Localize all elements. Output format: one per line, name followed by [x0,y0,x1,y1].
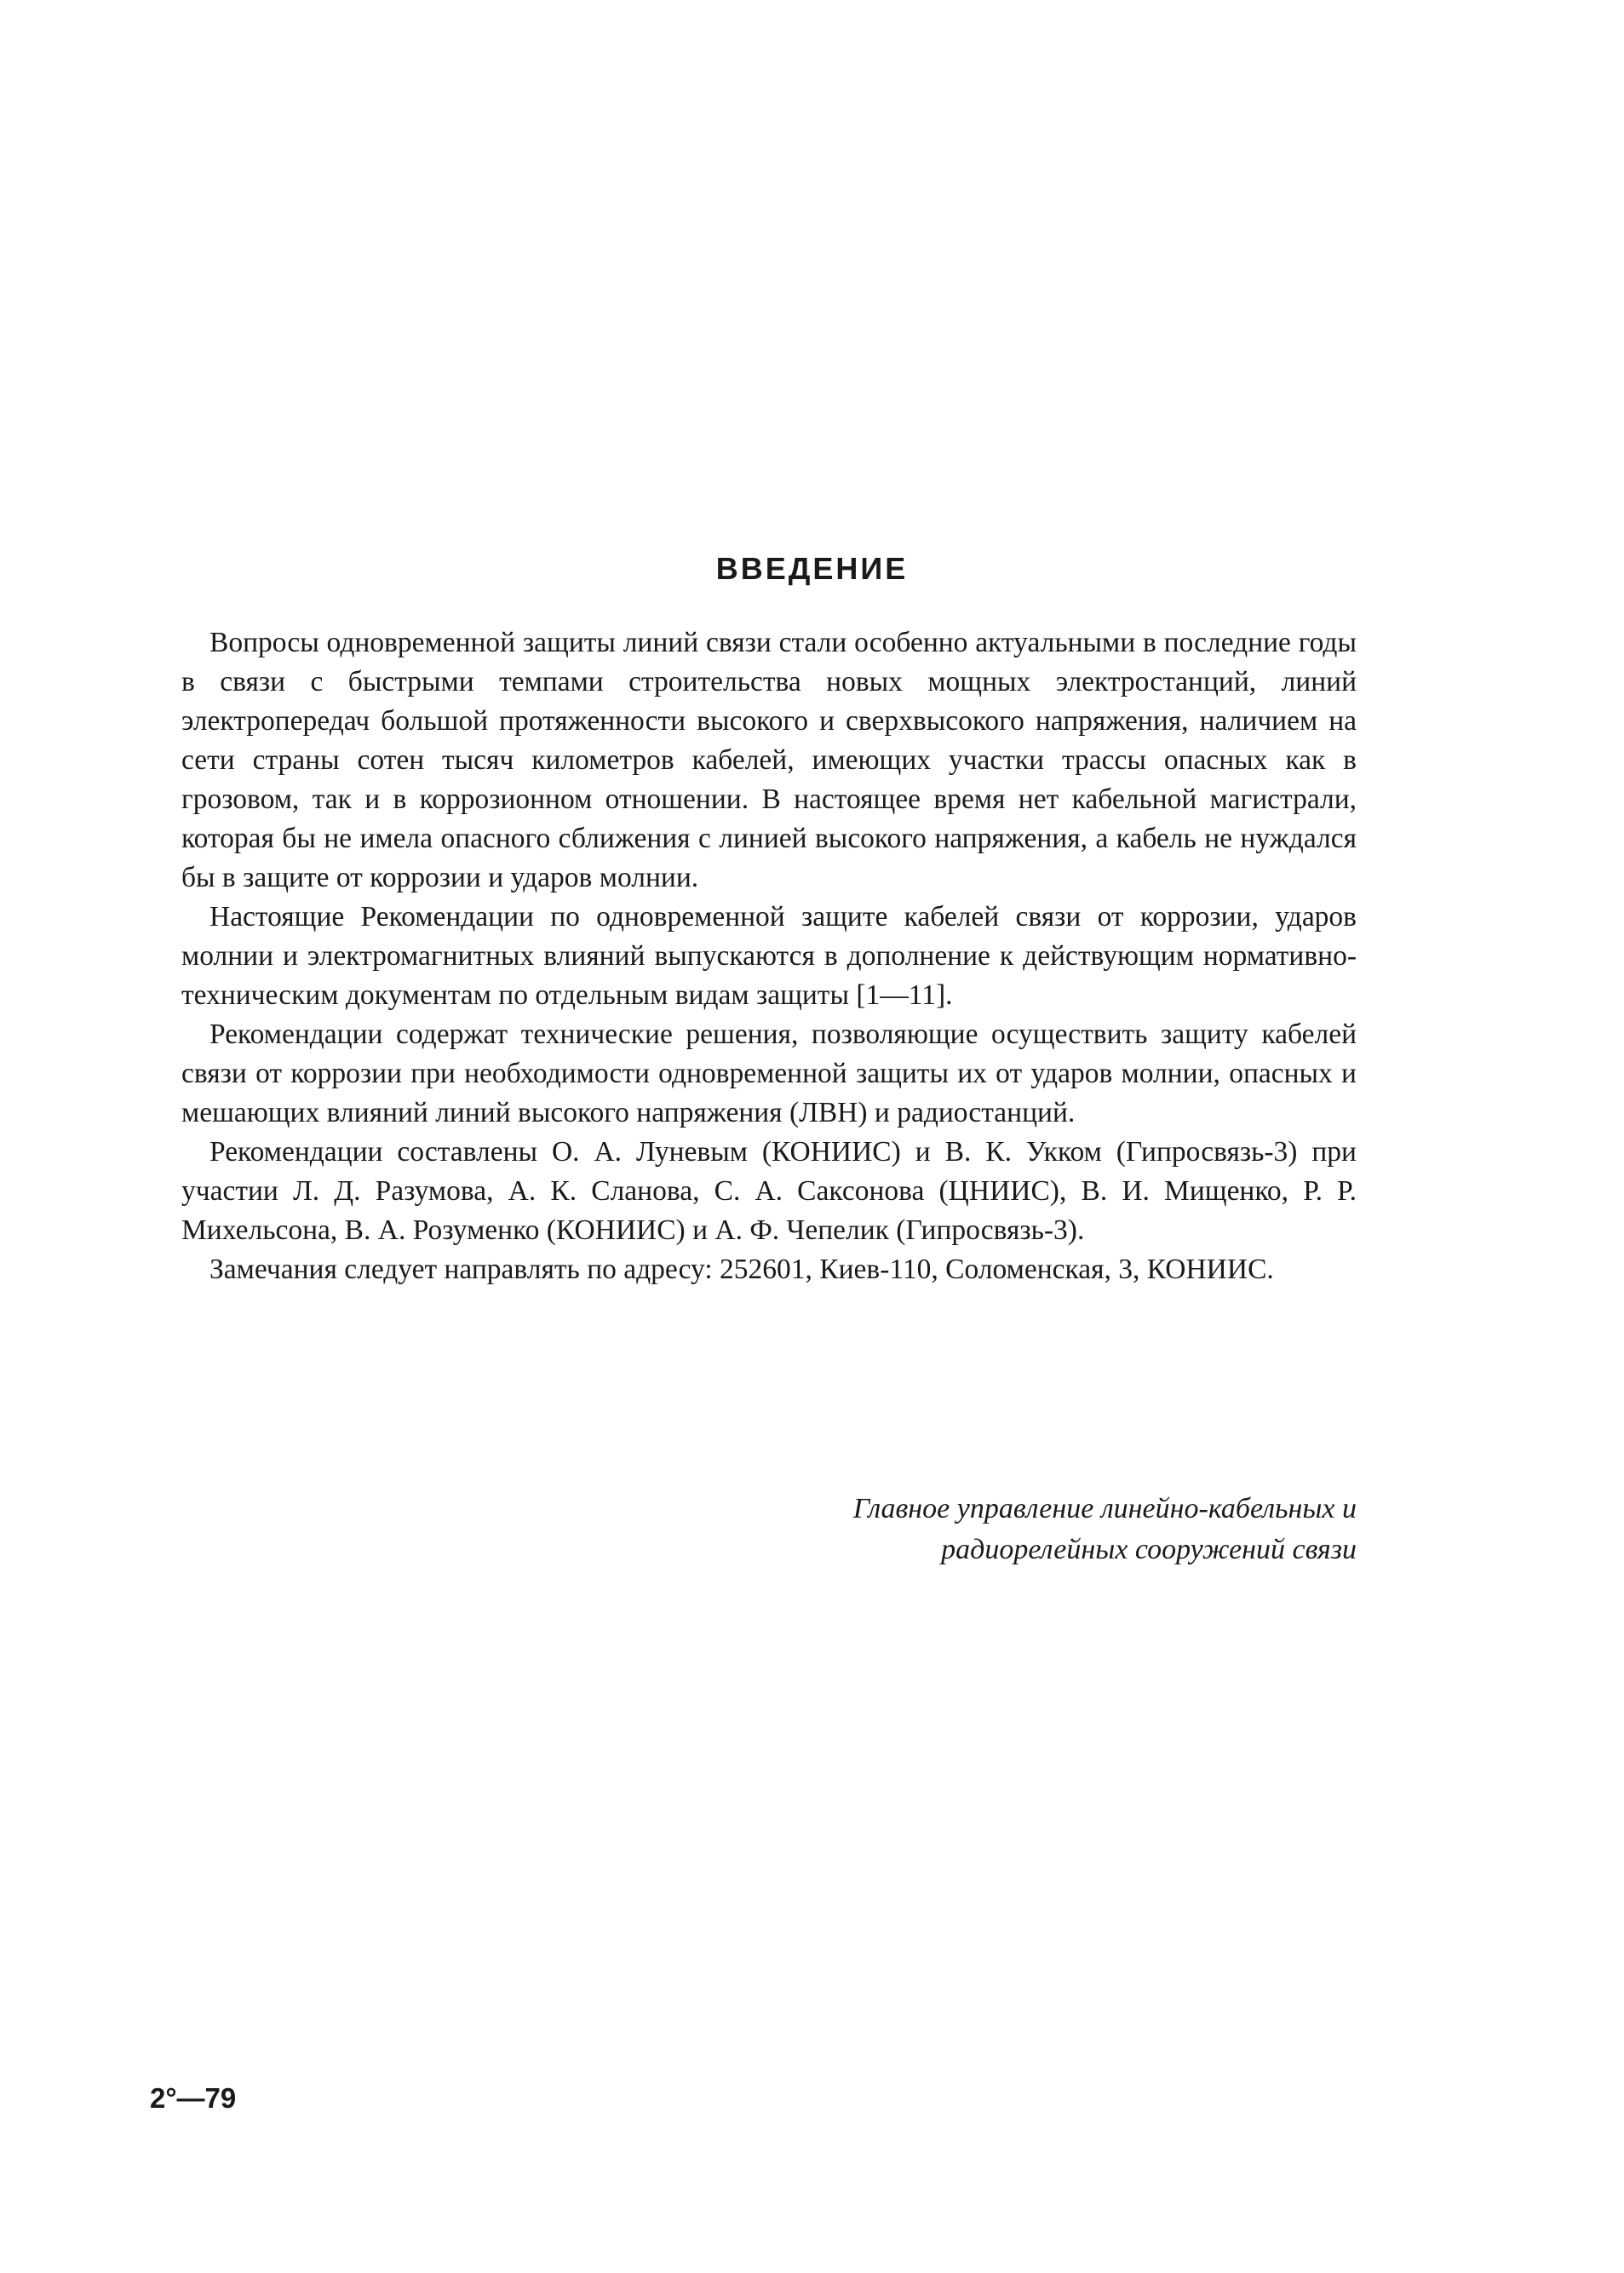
paragraph-contact: Замечания следует направлять по адресу: 252601, Киев-110, Соломенская, 3, КОНИИС. [209,1254,1274,1285]
signature-line-2: радиорелейных сооружений связи [941,1534,1357,1565]
signature-block [596,1489,1357,1570]
paragraph-intro: Вопросы одновременной защиты линий связи стали особенно актуальными в последние годы в связи с быстрыми темпами строительства новых мощных электростанций, линий электропередач большой протяженности высокого и сверхвысокого напряжения, наличием на сети страны сотен тысяч километров кабелей, имеющих участки трассы опасных как в грозовом, так и в коррозионном отношении. В настоящее время нет кабельной магистрали, которая бы не имела опасного сближения с линией высокого напряжения, а кабель не нуждался бы в защите от коррозии и ударов молнии. [181,627,1357,893]
page-title: ВВЕДЕНИЕ [715,551,909,586]
paragraph-purpose: Настоящие Рекомендации по одновременной защите кабелей связи от коррозии, ударов молнии и электромагнитных влияний выпускаются в дополнение к действующим нормативно-техническим документам по отдельным видам защиты [1—11]. [181,901,1357,1011]
paragraph-content: Рекомендации содержат технические решения, позволяющие осуществить защиту кабелей связи от коррозии при необходимости одновременной защиты их от ударов молнии, опасных и мешающих влияний линий высокого напряжения (ЛВН) и радиостанций. [181,1019,1357,1128]
body-text [181,623,1357,1289]
printing-mark: 2°—79 [150,2082,237,2114]
signature-line-1: Главное управление линейно-кабельных и [852,1493,1357,1524]
paragraph-authors: Рекомендации составлены О. А. Луневым (КОНИИС) и В. К. Укком (Гипросвязь-3) при участии Л. Д. Разумова, А. К. Сланова, С. А. Саксонова (ЦНИИС), В. И. Мищенко, Р. Р. Михельсона, В. А. Розуменко (КОНИИС) и А. Ф. Чепелик (Гипросвязь-3). [181,1136,1357,1246]
